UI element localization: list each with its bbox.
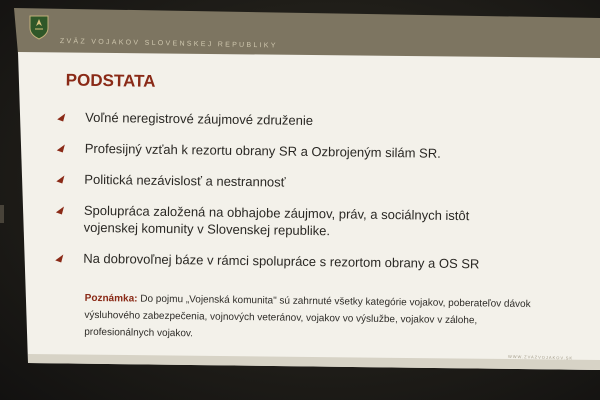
slide-title: PODSTATA xyxy=(65,70,156,91)
arrow-bullet-icon xyxy=(55,204,67,216)
bullet-text: Na dobrovoľnej báze v rámci spolupráce s rezortom obrany a OS SR xyxy=(83,250,480,272)
arrow-bullet-icon xyxy=(56,142,68,154)
bullet-item xyxy=(51,139,541,163)
arrow-bullet-icon xyxy=(55,173,67,185)
arrow-bullet-icon xyxy=(56,111,68,123)
note-paragraph xyxy=(84,290,540,347)
bullet-text: Spolupráca založená na obhajobe záujmov, práv, a sociálnych istôt vojenskej komunity v Slovenskej republike. xyxy=(83,202,470,239)
military-crest-icon xyxy=(28,14,50,40)
bullet-text: Politická nezávislosť a nestrannosť xyxy=(84,171,286,190)
bullet-text: Voľné neregistrové záujmové združenie xyxy=(85,109,314,128)
slide-content xyxy=(24,62,548,379)
bullet-item xyxy=(50,170,540,194)
bullet-item xyxy=(50,201,540,242)
footer-url: WWW.ZVAZVOJAKOV.SK xyxy=(507,353,574,361)
note-text: Do pojmu „Vojenská komunita" sú zahrnuté všetky kategórie vojakov, poberateľov dávok výsluhového zabezpečenia, vojnových veteránov, vojakov vo výslužbe, vojakov v zálohe, profesionálnych vojakov. xyxy=(84,293,531,340)
bullet-text: Profesijný vzťah k rezortu obrany SR a Ozbrojeným silám SR. xyxy=(84,140,441,161)
arrow-bullet-icon xyxy=(54,252,66,264)
organization-name: ZVÄZ VOJAKOV SLOVENSKEJ REPUBLIKY xyxy=(59,38,278,50)
note-label: Poznámka: xyxy=(84,292,138,305)
bullet-list xyxy=(49,108,541,287)
bullet-item xyxy=(49,249,539,273)
bullet-item xyxy=(51,108,541,132)
left-edge-mark xyxy=(0,205,4,223)
